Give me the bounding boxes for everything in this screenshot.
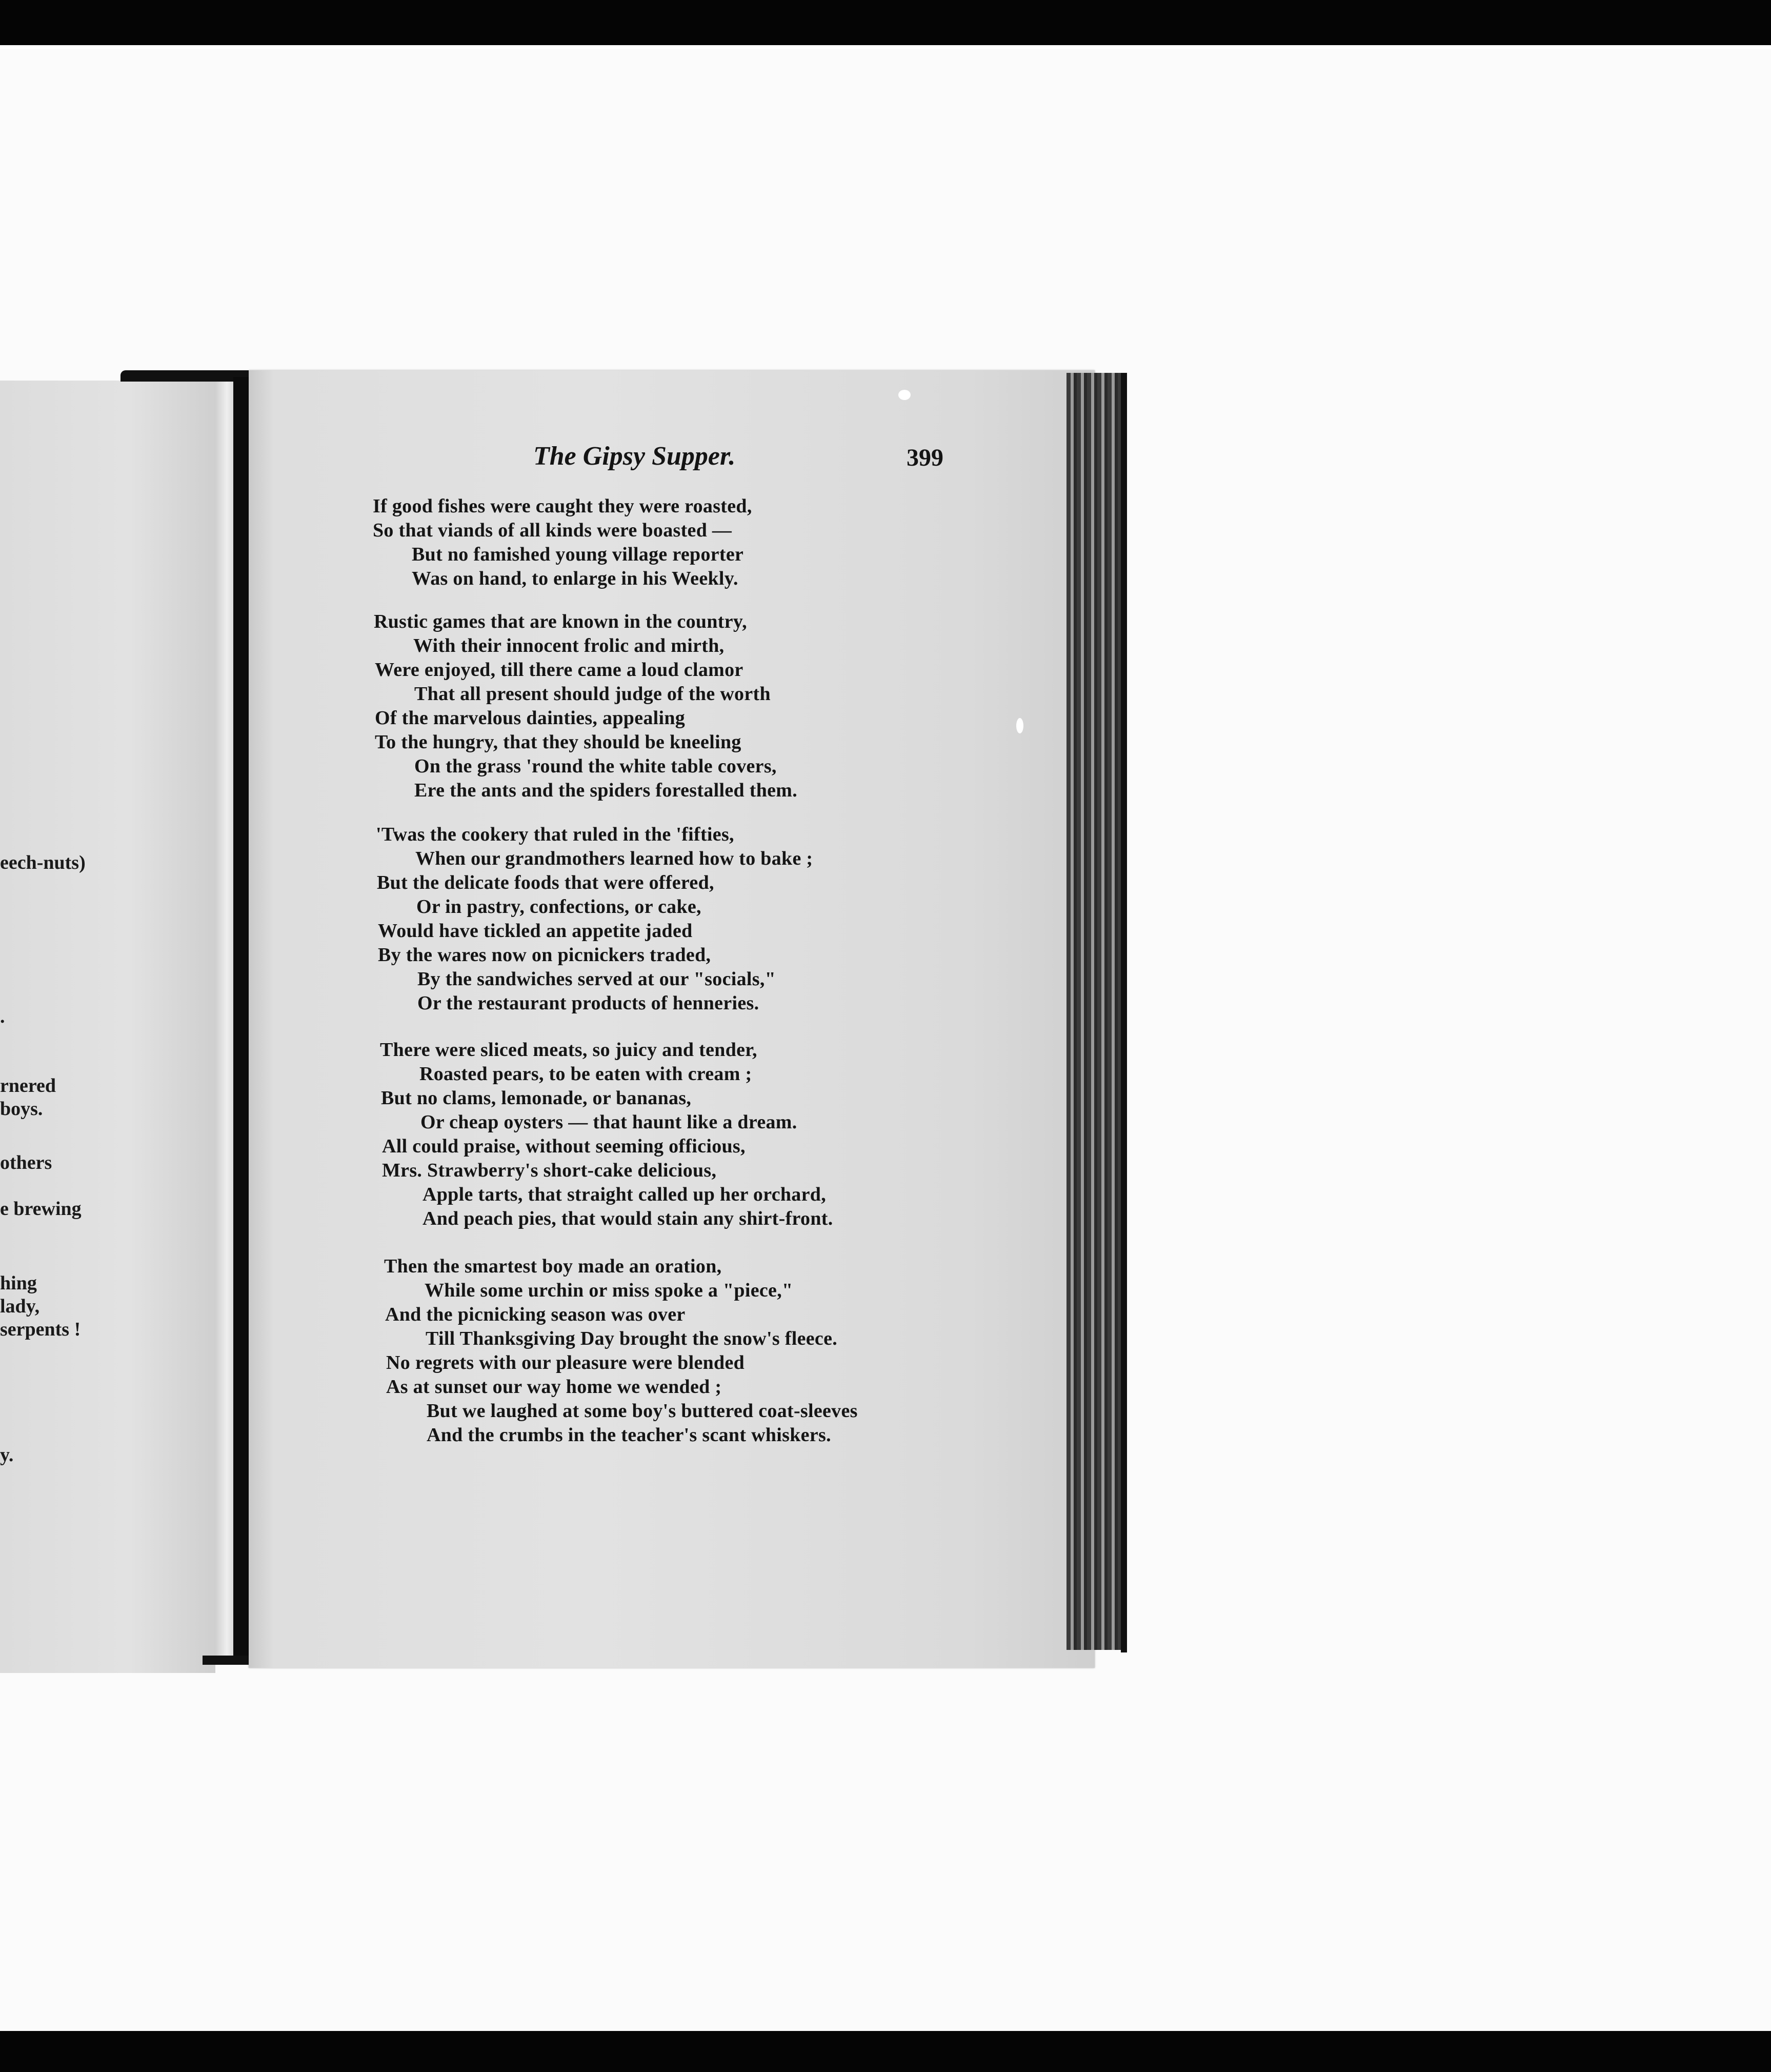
back-cover-edge [1121,373,1127,1652]
poem-line: All could praise, without seeming officious, [382,1135,746,1157]
left-page-fragment: serpents ! [0,1319,81,1340]
poem-line: And the crumbs in the teacher's scant whiskers. [427,1424,831,1446]
poem-line: Or the restaurant products of henneries. [417,992,759,1014]
poem-line: As at sunset our way home we wended ; [386,1376,722,1398]
poem-line: But we laughed at some boy's buttered coat-sleeves [427,1400,858,1422]
running-head: The Gipsy Supper. [533,442,736,471]
poem-line: By the wares now on picnickers traded, [378,944,711,966]
left-page-fragment: boys. [0,1098,43,1120]
poem-line: On the grass 'round the white table covers, [414,755,777,777]
scan-border-top [0,0,1771,45]
poem-line: By the sandwiches served at our "socials," [417,968,776,990]
paper-speck [1016,718,1023,733]
poem-line: Were enjoyed, till there came a loud clamor [375,659,743,681]
poem-line: So that viands of all kinds were boasted — [373,520,732,541]
poem-line: Or cheap oysters — that haunt like a dream. [420,1111,797,1133]
poem-line: There were sliced meats, so juicy and tender, [380,1039,757,1061]
page-number: 399 [907,444,943,471]
poem-line: Or in pastry, confections, or cake, [416,896,701,918]
left-page-fragment: lady, [0,1296,40,1317]
book-spine [233,377,249,1659]
poem-line: When our grandmothers learned how to bake ; [415,848,813,869]
scan-border-bottom [0,2031,1771,2072]
paper-speck [898,390,911,400]
poem-line: And the picnicking season was over [385,1304,686,1325]
poem-line: Then the smartest boy made an oration, [384,1256,722,1277]
poem-line: To the hungry, that they should be kneeling [375,731,741,753]
poem-line: Rustic games that are known in the country, [374,611,747,632]
poem-line: But no clams, lemonade, or bananas, [381,1087,692,1109]
poem-line: With their innocent frolic and mirth, [413,635,724,656]
poem-line: Ere the ants and the spiders forestalled them. [414,780,798,801]
page-block-edges [1066,373,1125,1650]
poem-line: 'Twas the cookery that ruled in the 'fifties, [376,824,734,845]
poem-line: Would have tickled an appetite jaded [378,920,693,942]
poem-line: No regrets with our pleasure were blended [386,1352,745,1373]
left-page [0,381,215,1673]
poem-line: Apple tarts, that straight called up her orchard, [422,1184,827,1205]
poem-line: Of the marvelous dainties, appealing [375,707,686,729]
left-page-fragment: others [0,1152,52,1173]
left-page-fragment: hing [0,1272,37,1294]
poem-line: Roasted pears, to be eaten with cream ; [419,1063,752,1085]
poem-line: If good fishes were caught they were roasted, [373,495,752,517]
poem-line: While some urchin or miss spoke a "piece," [425,1280,793,1301]
poem-line: That all present should judge of the worth [414,683,771,705]
scan-margin [0,45,1771,49]
left-page-fragment: eech-nuts) [0,852,86,873]
left-page-fragment: y. [0,1444,14,1466]
left-page-fragment: e brewing [0,1198,82,1220]
poem-line: And peach pies, that would stain any shirt-front. [422,1208,833,1229]
poem-line: Till Thanksgiving Day brought the snow's fleece. [426,1328,838,1349]
poem-line: Was on hand, to enlarge in his Weekly. [412,568,738,589]
left-page-fragment: . [0,1006,5,1027]
poem-line: But no famished young village reporter [412,544,744,565]
left-page-fragment: rnered [0,1075,56,1097]
poem-line: But the delicate foods that were offered, [377,872,714,893]
poem-line: Mrs. Strawberry's short-cake delicious, [382,1160,717,1181]
